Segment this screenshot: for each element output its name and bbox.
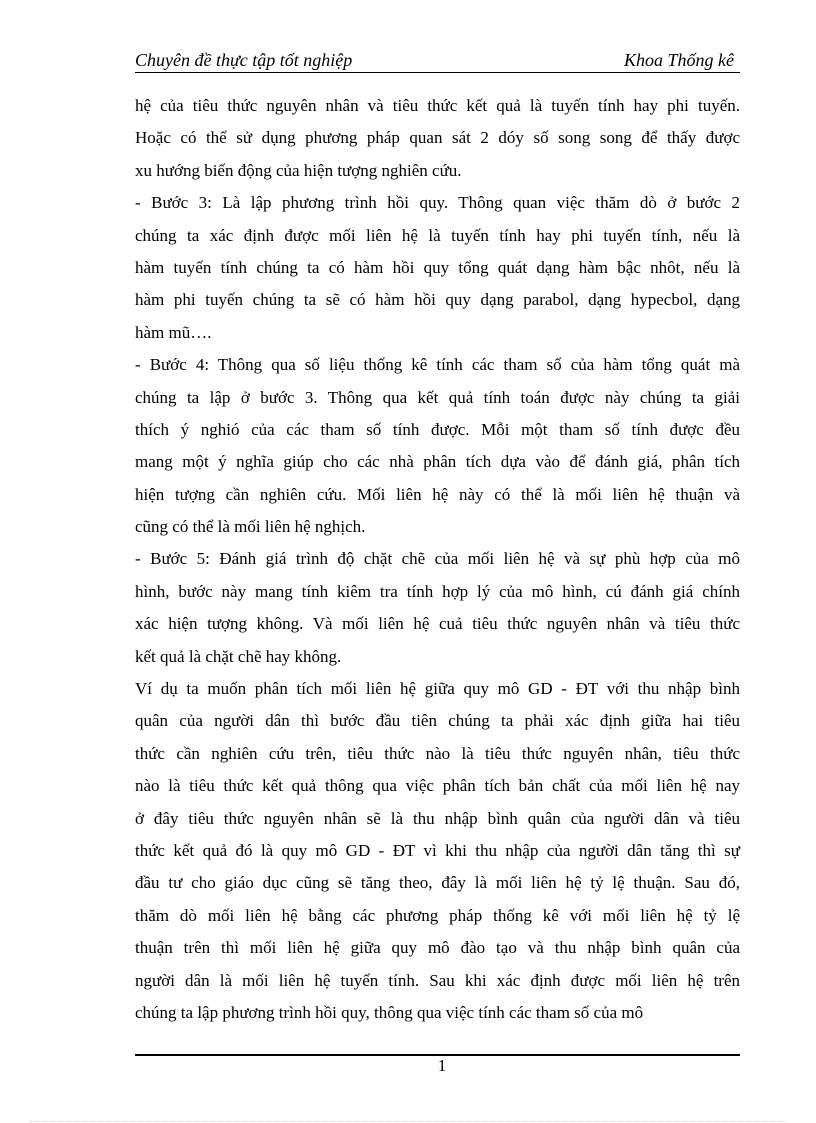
text-line: người dân là mối liên hệ tuyến tính. Sau khi xác định được mối liên hệ trên — [135, 970, 740, 990]
text-line: thăm dò mối liên hệ bằng các phương pháp thống kê với mối liên hệ tỷ lệ — [135, 905, 740, 925]
text-line: kết quả là chặt chẽ hay không. — [135, 646, 342, 666]
text-line: cũng có thể là mối liên hệ nghịch. — [135, 517, 366, 537]
header-department: Khoa Thống kê — [624, 50, 734, 70]
page-header — [135, 48, 740, 73]
text-line: quân của người dân thì bước đầu tiên chúng ta phải xác định giữa hai tiêu — [135, 711, 740, 731]
text-line: xu hướng biến động của hiện tượng nghiên cứu. — [135, 160, 462, 180]
text-line: nào là tiêu thức kết quả thông qua việc phân tích bản chất của mối liên hệ nay — [135, 776, 740, 796]
text-line: đầu tư cho giáo dục cũng sẽ tăng theo, đây là mối liên hệ tỷ lệ thuận. Sau đó, — [135, 873, 740, 893]
text-line: hệ của tiêu thức nguyên nhân và tiêu thức kết quả là tuyến tính hay phi tuyến. — [135, 96, 740, 115]
header-title: Chuyên đề thực tập tốt nghiệp — [135, 50, 353, 70]
text-line: mang một ý nghĩa giúp cho các nhà phân tích dựa vào để đánh giá, phân tích — [135, 452, 740, 472]
text-line: hiện tượng cần nghiên cứu. Mối liên hệ này có thể là mối liên hệ thuận và — [135, 484, 740, 504]
text-line: thuận trên thì mối liên hệ giữa quy mô đào tạo và thu nhập bình quân của — [135, 938, 740, 958]
text-line: thức cần nghiên cứu trên, tiêu thức nào là tiêu thức nguyên nhân, tiêu thức — [135, 743, 740, 763]
text-line: - Bước 5: Đánh giá trình độ chặt chẽ của mối liên hệ và sự phù hợp của mô — [135, 549, 740, 569]
text-line: Ví dụ ta muốn phân tích mối liên hệ giữa quy mô GD - ĐT với thu nhập bình — [135, 679, 740, 699]
text-line: ở đây tiêu thức nguyên nhân sẽ là thu nhập bình quân của người dân và tiêu — [135, 808, 740, 828]
text-line: - Bước 3: Là lập phương trình hồi quy. Thông quan việc thăm dò ở bước 2 — [135, 193, 740, 213]
page-bottom-border — [30, 1121, 786, 1122]
text-line: Hoặc có thể sử dụng phương pháp quan sát 2 dóy số song song để thấy được — [135, 128, 740, 148]
text-line: thích ý nghió của các tham số tính được. Mỗi một tham số tính được đều — [135, 419, 740, 439]
text-line: hàm mũ…. — [135, 322, 212, 342]
text-line: chúng ta xác định được mối liên hệ là tuyến tính hay phi tuyến tính, nếu là — [135, 225, 740, 245]
page-number: 1 — [437, 1056, 447, 1075]
text-line: - Bước 4: Thông qua số liệu thống kê tính các tham số của hàm tổng quát mà — [135, 355, 740, 375]
text-line: xác hiện tượng không. Và mối liên hệ cuả tiêu thức nguyên nhân và tiêu thức — [135, 614, 740, 634]
body-text — [135, 90, 740, 1029]
text-line: hình, bước này mang tính kiêm tra tính hợp lý của mô hình, cú đánh giá chính — [135, 581, 740, 601]
text-line: chúng ta lập phương trình hồi quy, thông qua việc tính các tham số của mô — [135, 1002, 644, 1022]
text-line: hàm tuyến tính chúng ta có hàm hồi quy tổng quát dạng hàm bậc nhôt, nếu là — [135, 257, 740, 277]
text-line: thức kết quả đó là quy mô GD - ĐT vì khi thu nhập của người dân tăng thì sự — [135, 840, 740, 860]
text-line: hàm phi tuyến chúng ta sẽ có hàm hồi quy dạng parabol, dạng hypecbol, dạng — [135, 290, 740, 310]
text-line: chúng ta lập ở bước 3. Thông qua kết quả tính toán được này chúng ta giải — [135, 387, 740, 407]
